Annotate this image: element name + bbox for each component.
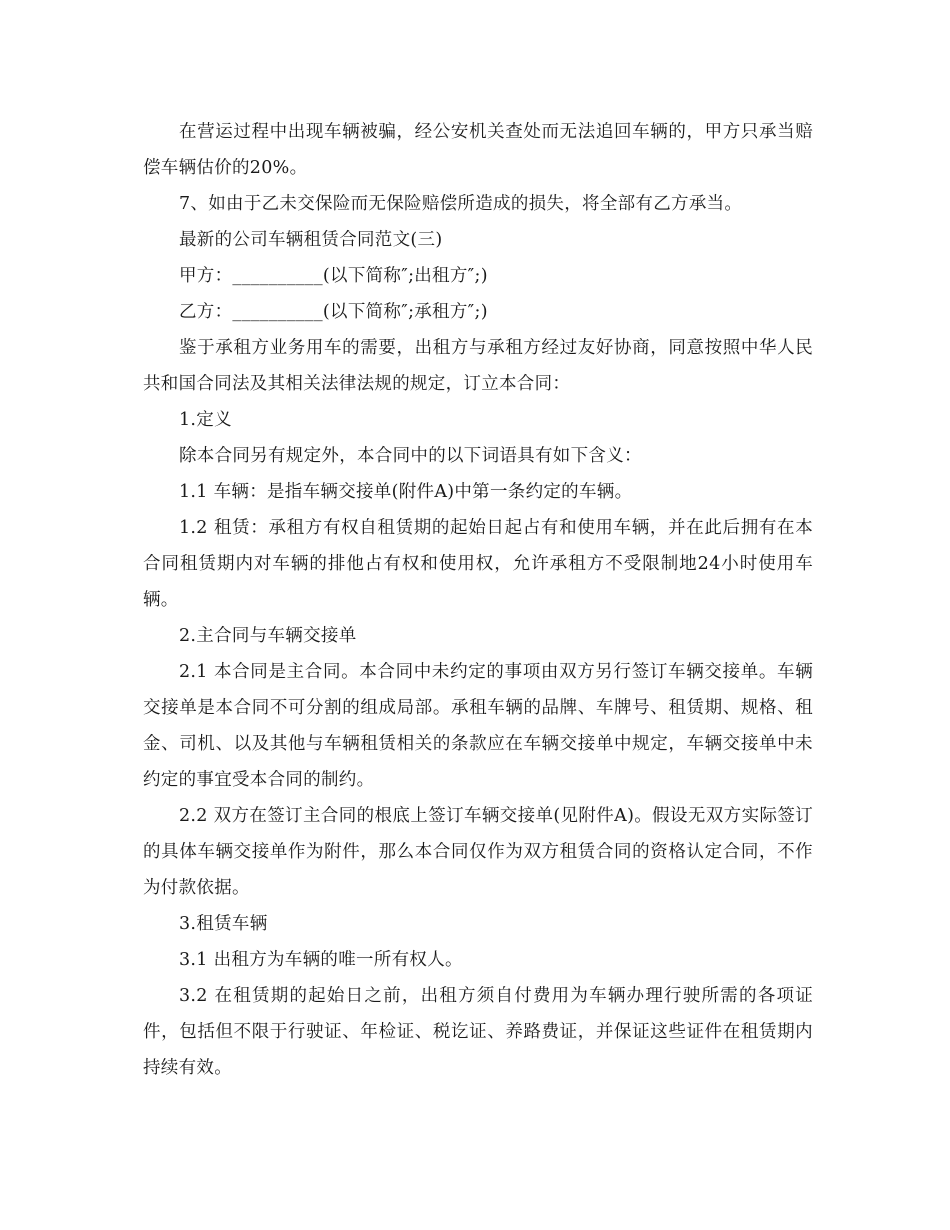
party-b-line: 乙方：__________(以下简称″;承租方″;) <box>179 302 488 322</box>
paragraph-fraud-clause: 在营运过程中出现车辆被骗，经公安机关查处而无法追回车辆的，甲方只承当赔偿车辆估价的20%。 <box>143 122 813 178</box>
clause-3-2: 3.2 在租赁期的起始日之前，出租方须自付费用为车辆办理行驶所需的各项证件，包括但不限于行驶证、年检证、税讫证、养路费证，并保证这些证件在租赁期内持续有效。 <box>143 986 813 1078</box>
clause-1-2: 1.2 租赁：承租方有权自租赁期的起始日起占有和使用车辆，并在此后拥有在本合同租赁期内对车辆的排他占有权和使用权，允许承租方不受限制地24小时使用车辆。 <box>143 518 813 610</box>
heading-definitions: 1.定义 <box>179 410 232 430</box>
clause-1-1: 1.1 车辆：是指车辆交接单(附件A)中第一条约定的车辆。 <box>179 482 633 502</box>
heading-leased-vehicle: 3.租赁车辆 <box>179 914 268 934</box>
paragraph-definitions-intro: 除本合同另有规定外，本合同中的以下词语具有如下含义： <box>179 446 642 466</box>
paragraph-clause-7: 7、如由于乙未交保险而无保险赔偿所造成的损失，将全部有乙方承当。 <box>179 194 743 214</box>
section-heading-sample-3: 最新的公司车辆租赁合同范文(三) <box>179 230 443 250</box>
clause-2-1: 2.1 本合同是主合同。本合同中未约定的事项由双方另行签订车辆交接单。车辆交接单是本合同不可分割的组成局部。承租车辆的品牌、车牌号、租赁期、规格、租金、司机、以及其他与车辆租赁相关的条款应在车辆交接单中规定，车辆交接单中未约定的事宜受本合同的制约。 <box>143 662 813 790</box>
heading-main-contract: 2.主合同与车辆交接单 <box>179 626 357 646</box>
document-body <box>143 114 813 1086</box>
clause-3-1: 3.1 出租方为车辆的唯一所有权人。 <box>179 950 463 970</box>
paragraph-preamble: 鉴于承租方业务用车的需要，出租方与承租方经过友好协商，同意按照中华人民共和国合同法及其相关法律法规的规定，订立本合同： <box>143 338 813 394</box>
clause-2-2: 2.2 双方在签订主合同的根底上签订车辆交接单(见附件A)。假设无双方实际签订的具体车辆交接单作为附件，那么本合同仅作为双方租赁合同的资格认定合同，不作为付款依据。 <box>143 806 813 898</box>
party-a-line: 甲方：__________(以下简称″;出租方″;) <box>179 266 488 286</box>
